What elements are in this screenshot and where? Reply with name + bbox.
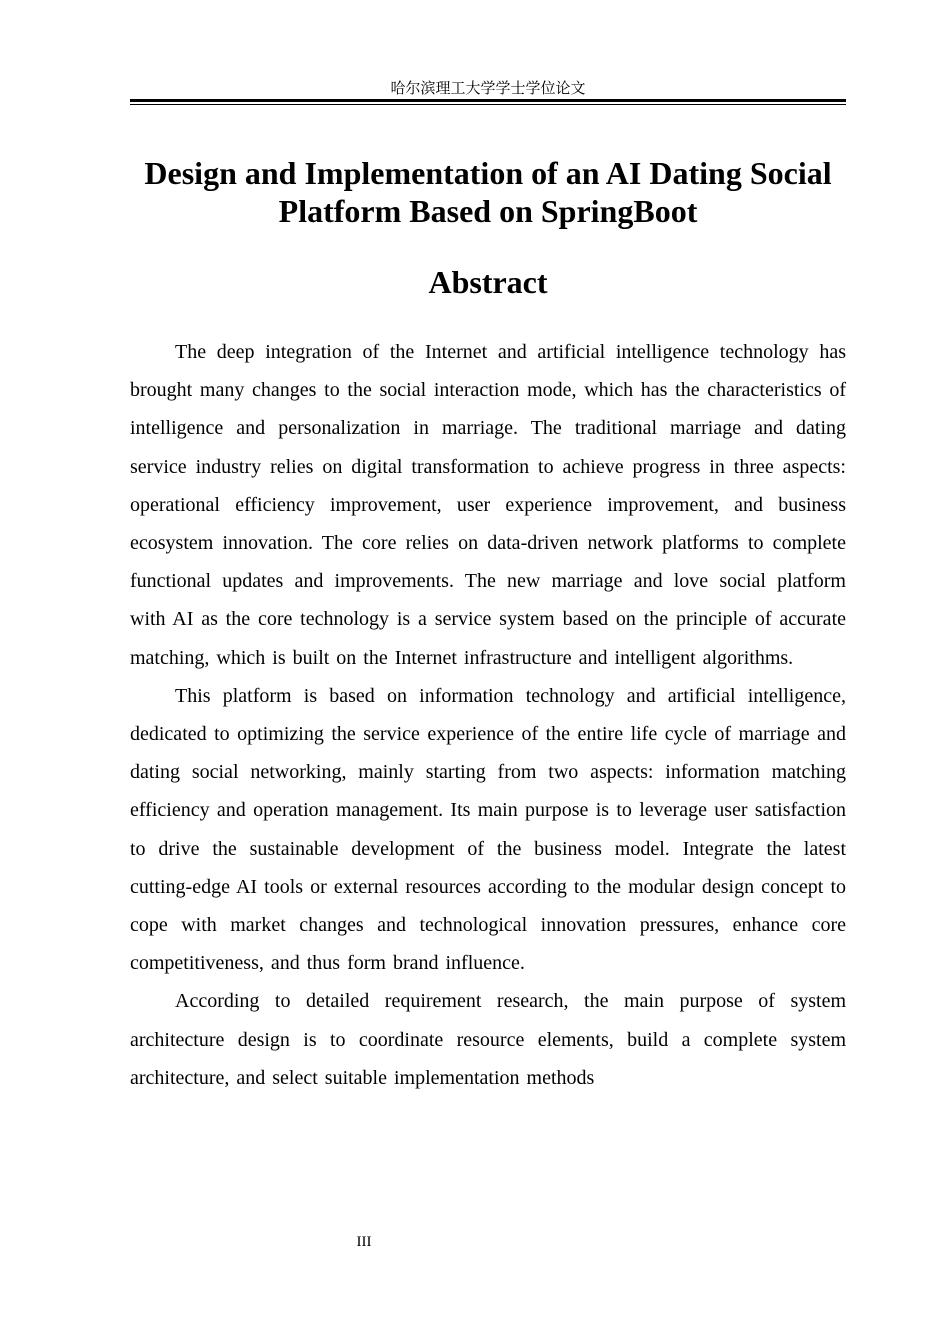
abstract-paragraph-2: This platform is based on information technology and artificial intelligence, dedicated to optimizing the service experience of the entire life cycle of marriage and dating social networking, mainly starting from two aspects: information matching efficiency and operation management. Its main purpose is to leverage user satisfaction to drive the sustainable development of the business model. Integrate the latest cutting-edge AI tools or external resources according to the modular design concept to cope with market changes and technological innovation pressures, enhance core competitiveness, and thus form brand influence.	[130, 684, 846, 975]
paper-title-line-2: Platform Based on SpringBoot	[278, 193, 698, 229]
abstract-paragraph-3: According to detailed requirement research, the main purpose of system architecture design is to coordinate resource elements, build a complete system architecture, and select suitable implementation methods	[130, 990, 846, 1089]
header-rule-thin	[130, 104, 846, 105]
header-rule-thick	[130, 99, 846, 102]
paper-title-line-1: Design and Implementation of an AI Dating Social	[144, 155, 832, 191]
running-header: 哈尔滨理工大学学士学位论文	[390, 81, 586, 97]
abstract-body	[130, 333, 846, 1097]
page-number: III	[356, 1234, 372, 1250]
paper-title	[110, 154, 866, 230]
abstract-heading: Abstract	[428, 264, 548, 300]
abstract-paragraph-1: The deep integration of the Internet and artificial intelligence technology has brought many changes to the social interaction mode, which has the characteristics of intelligence and personalization in marriage. The traditional marriage and dating service industry relies on digital transformation to achieve progress in three aspects: operational efficiency improvement, user experience improvement, and business ecosystem innovation. The core relies on data-driven network platforms to complete functional updates and improvements. The new marriage and love social platform with AI as the core technology is a service system based on the principle of accurate matching, which is built on the Internet infrastructure and intelligent algorithms.	[130, 341, 846, 669]
